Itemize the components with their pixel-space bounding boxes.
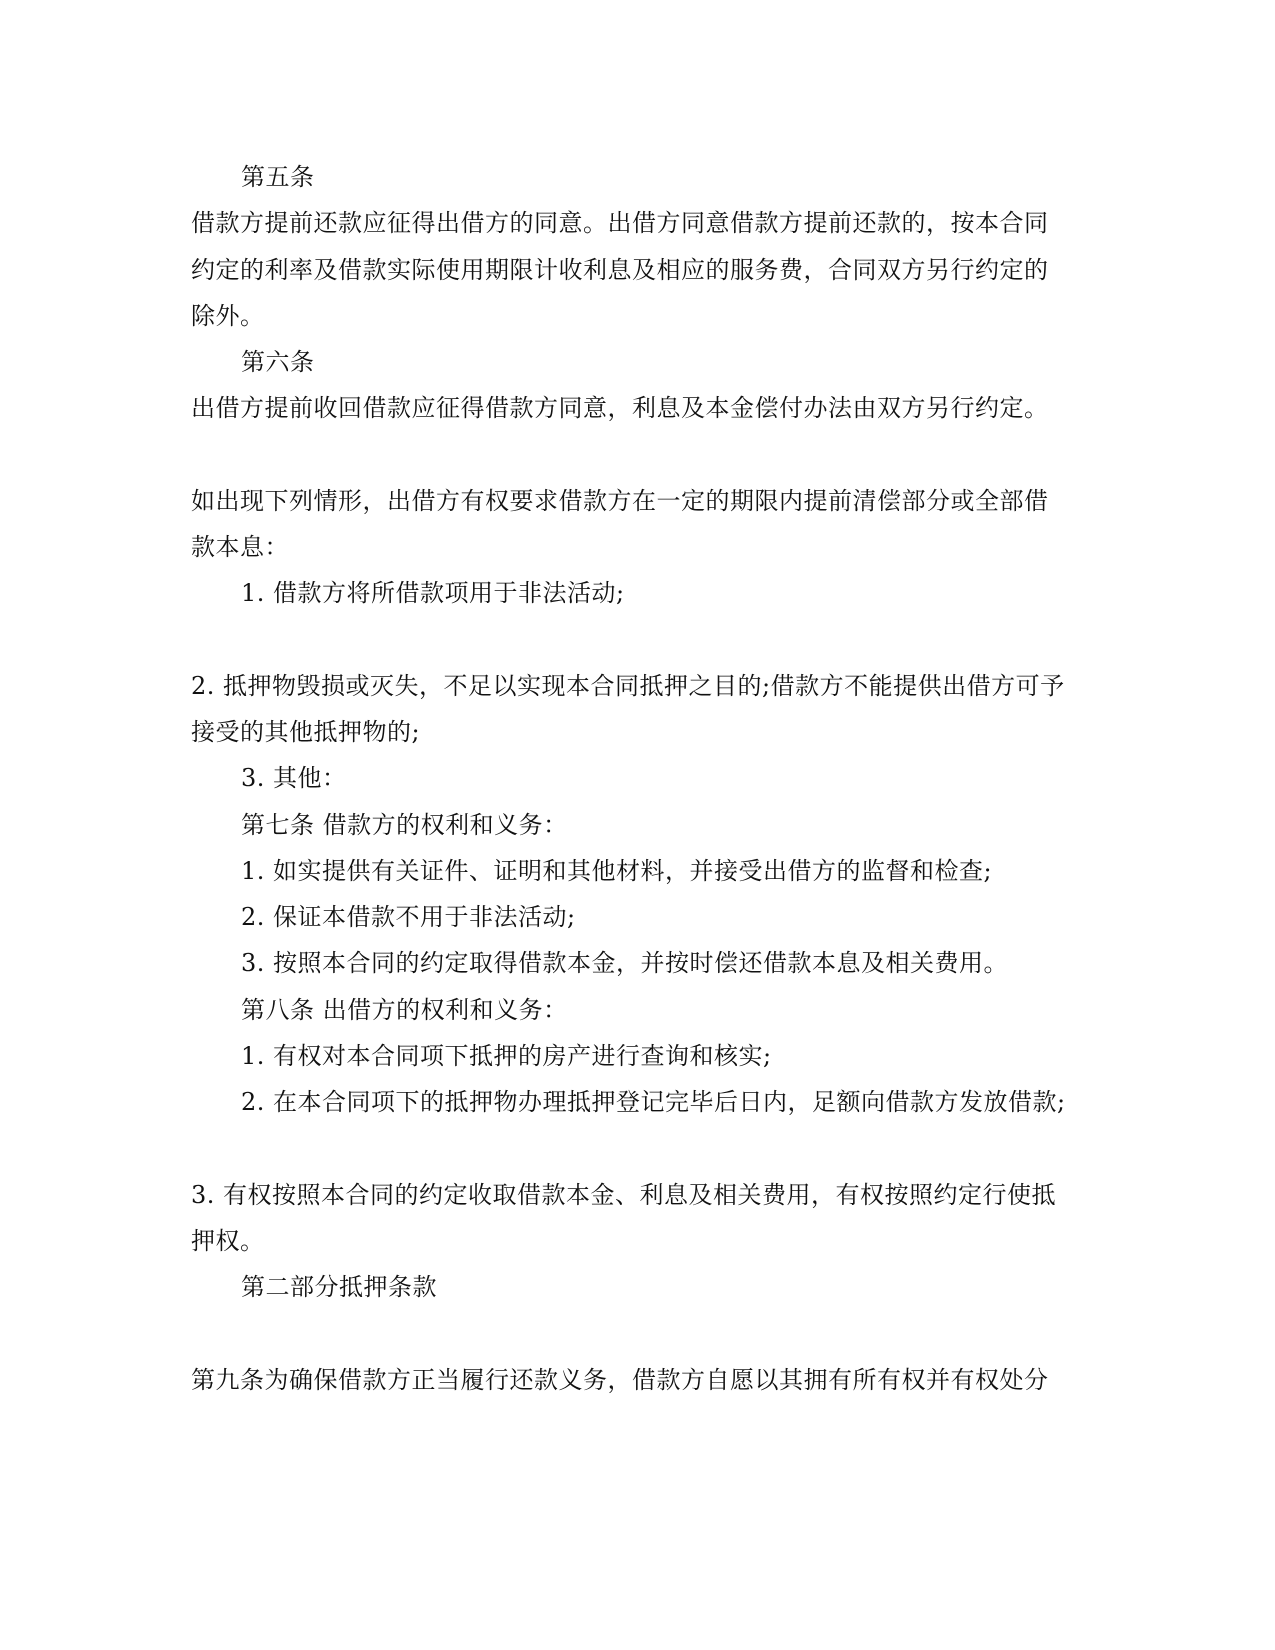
text-line: 约定的利率及借款实际使用期限计收利息及相应的服务费，合同双方另行约定的 — [191, 256, 1049, 284]
list-item: 1. 有权对本合同项下抵押的房产进行查询和核实; — [241, 1042, 772, 1070]
text-line: 押权。 — [191, 1227, 265, 1255]
article-5-heading: 第五条 — [241, 163, 315, 191]
text-line: 出借方提前收回借款应征得借款方同意，利息及本金偿付办法由双方另行约定。 — [191, 394, 1049, 422]
list-item: 1. 如实提供有关证件、证明和其他材料，并接受出借方的监督和检查; — [241, 857, 993, 885]
text-line: 除外。 — [191, 302, 265, 330]
list-item: 2. 保证本借款不用于非法活动; — [241, 903, 576, 931]
article-7-heading: 第七条 借款方的权利和义务： — [241, 811, 568, 839]
part-2-heading: 第二部分抵押条款 — [241, 1273, 437, 1301]
text-line: 接受的其他抵押物的; — [191, 718, 421, 746]
list-item: 3. 按照本合同的约定取得借款本金，并按时偿还借款本息及相关费用。 — [241, 949, 1009, 977]
list-item: 2. 抵押物毁损或灭失，不足以实现本合同抵押之目的;借款方不能提供出借方可予 — [191, 672, 1065, 700]
text-line: 借款方提前还款应征得出借方的同意。出借方同意借款方提前还款的，按本合同 — [191, 209, 1049, 237]
list-item: 1. 借款方将所借款项用于非法活动; — [241, 579, 625, 607]
article-6-heading: 第六条 — [241, 348, 315, 376]
text-line: 款本息： — [191, 533, 289, 561]
list-item: 2. 在本合同项下的抵押物办理抵押登记完毕后日内，足额向借款方发放借款; — [241, 1088, 1066, 1116]
list-item: 3. 有权按照本合同的约定收取借款本金、利息及相关费用，有权按照约定行使抵 — [191, 1181, 1057, 1209]
article-9-text: 第九条为确保借款方正当履行还款义务，借款方自愿以其拥有所有权并有权处分 — [191, 1366, 1049, 1394]
article-8-heading: 第八条 出借方的权利和义务： — [241, 996, 568, 1024]
text-line: 如出现下列情形，出借方有权要求借款方在一定的期限内提前清偿部分或全部借 — [191, 487, 1049, 515]
list-item: 3. 其他： — [241, 764, 347, 792]
